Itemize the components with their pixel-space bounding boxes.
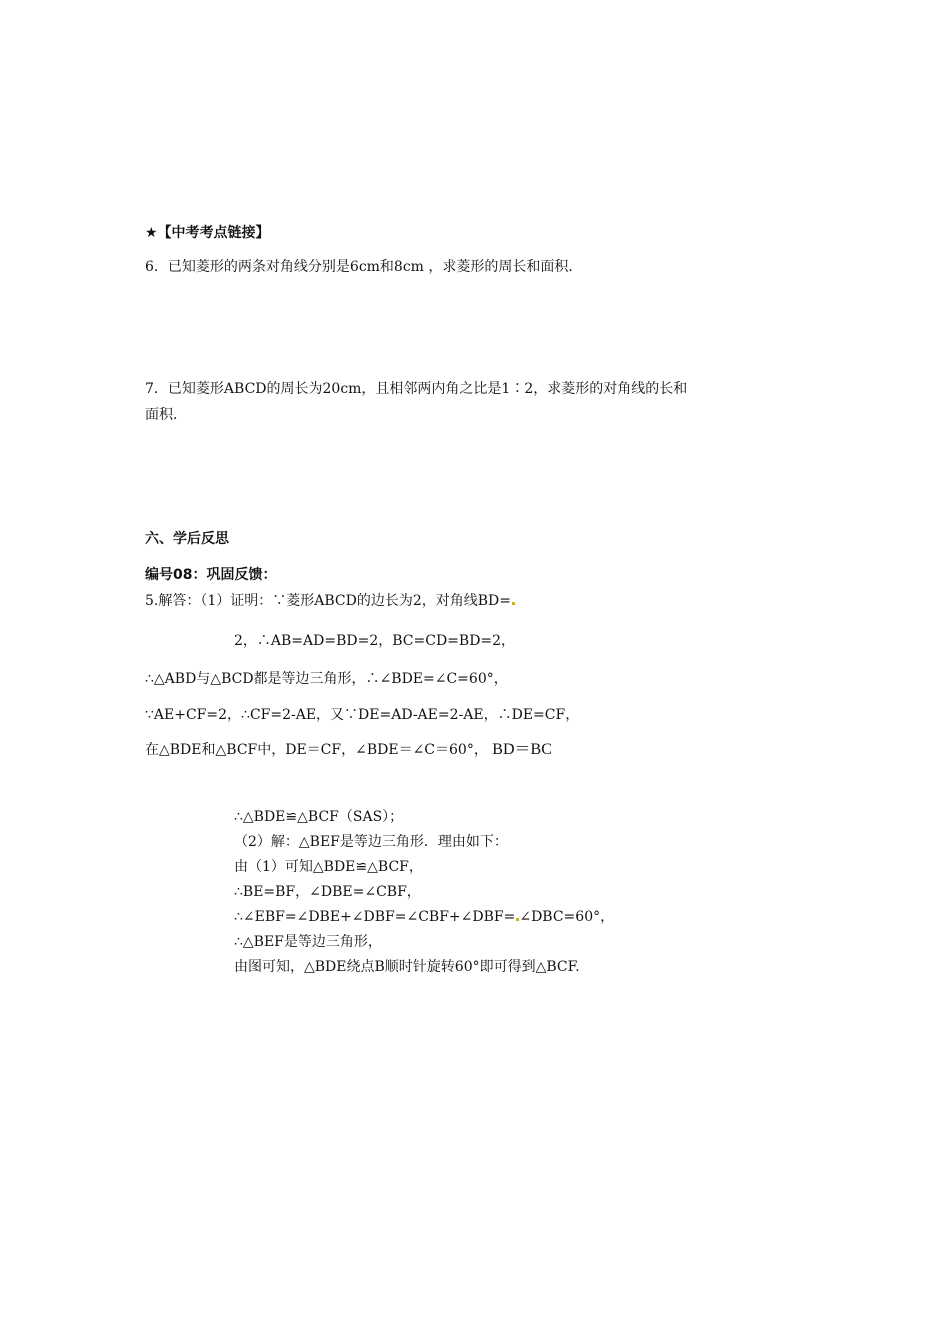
solution-line-8: 由（1）可知△BDE≌△BCF， [234,859,423,875]
solution-line-2: 2，∴AB=AD=BD=2，BC=CD=BD=2， [234,633,516,649]
solution-line-12: 由图可知，△BDE绕点B顺时针旋转60°即可得到△BCF. [234,959,580,975]
question-7-line-1: 7．已知菱形ABCD的周长为20cm，且相邻两内角之比是1∶2，求菱形的对角线的长和 [145,381,688,397]
solution-line-10 [234,908,614,926]
solution-line-1 [145,592,515,610]
solution-line-5-equality: BD＝BC [492,741,552,758]
feedback-heading: 编号08：巩固反馈： [145,567,277,583]
solution-line-10-text-a: ∴∠EBF=∠DBE+∠DBF=∠CBF+∠DBF= [234,909,516,925]
solution-line-1-text: 5.解答：（1）证明：∵菱形ABCD的边长为2，对角线BD= [145,593,512,609]
solution-line-10-text-b: ∠DBC=60°， [519,909,615,925]
solution-line-7: （2）解：△BEF是等边三角形．理由如下： [234,834,508,850]
question-7-line-2: 面积. [145,407,178,423]
solution-line-4: ∵AE+CF=2，∴CF=2-AE，又∵DE=AD-AE=2-AE，∴DE=CF， [145,707,580,723]
section-6-heading: 六、学后反思 [145,531,229,547]
solution-line-6: ∴△BDE≌△BCF（SAS）； [234,809,404,825]
solution-line-5 [145,741,552,759]
solution-line-9: ∴BE=BF，∠DBE=∠CBF， [234,884,421,900]
formula-placeholder-mark [512,602,515,605]
solution-line-5-text: 在△BDE和△BCF中，DE＝CF，∠BDE＝∠C＝60°， [145,742,488,758]
question-6: 6．已知菱形的两条对角线分别是6cm和8cm ，求菱形的周长和面积. [145,259,573,275]
solution-line-3: ∴△ABD与△BCD都是等边三角形，∴∠BDE=∠C=60°， [145,671,508,687]
exam-link-heading: ★【中考考点链接】 [145,225,270,241]
solution-line-11: ∴△BEF是等边三角形， [234,934,382,950]
